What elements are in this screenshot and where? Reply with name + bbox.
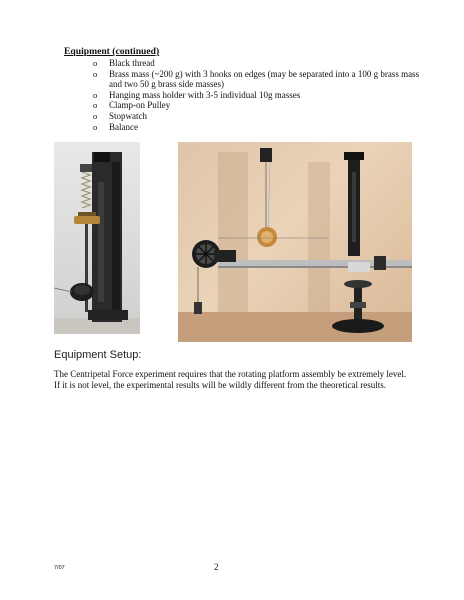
page-number: 2 — [214, 562, 219, 572]
apparatus-post-photo — [54, 142, 140, 334]
equipment-item: o Hanging mass holder with 3-5 individual 10g masses — [93, 90, 423, 101]
equipment-item: o Balance — [93, 122, 423, 133]
equipment-item: o Clamp-on Pulley — [93, 100, 423, 111]
apparatus-setup-photo — [178, 142, 412, 342]
equipment-item: o Black thread — [93, 58, 423, 69]
equipment-list — [93, 58, 423, 132]
equipment-heading: Equipment (continued) — [64, 46, 160, 57]
setup-title: Equipment Setup: — [54, 349, 142, 361]
setup-paragraph: The Centripetal Force experiment requires that the rotating platform assembly be extremely level. If it is not level, the experimental results will be wildly different from the theoretical results. — [54, 369, 407, 390]
equipment-item: o Stopwatch — [93, 111, 423, 122]
equipment-item: o Brass mass (~200 g) with 3 hooks on edges (may be separated into a 100 g brass mass and two 50 g brass side masses) — [93, 69, 423, 90]
footer-date: 7/07 — [54, 565, 65, 571]
